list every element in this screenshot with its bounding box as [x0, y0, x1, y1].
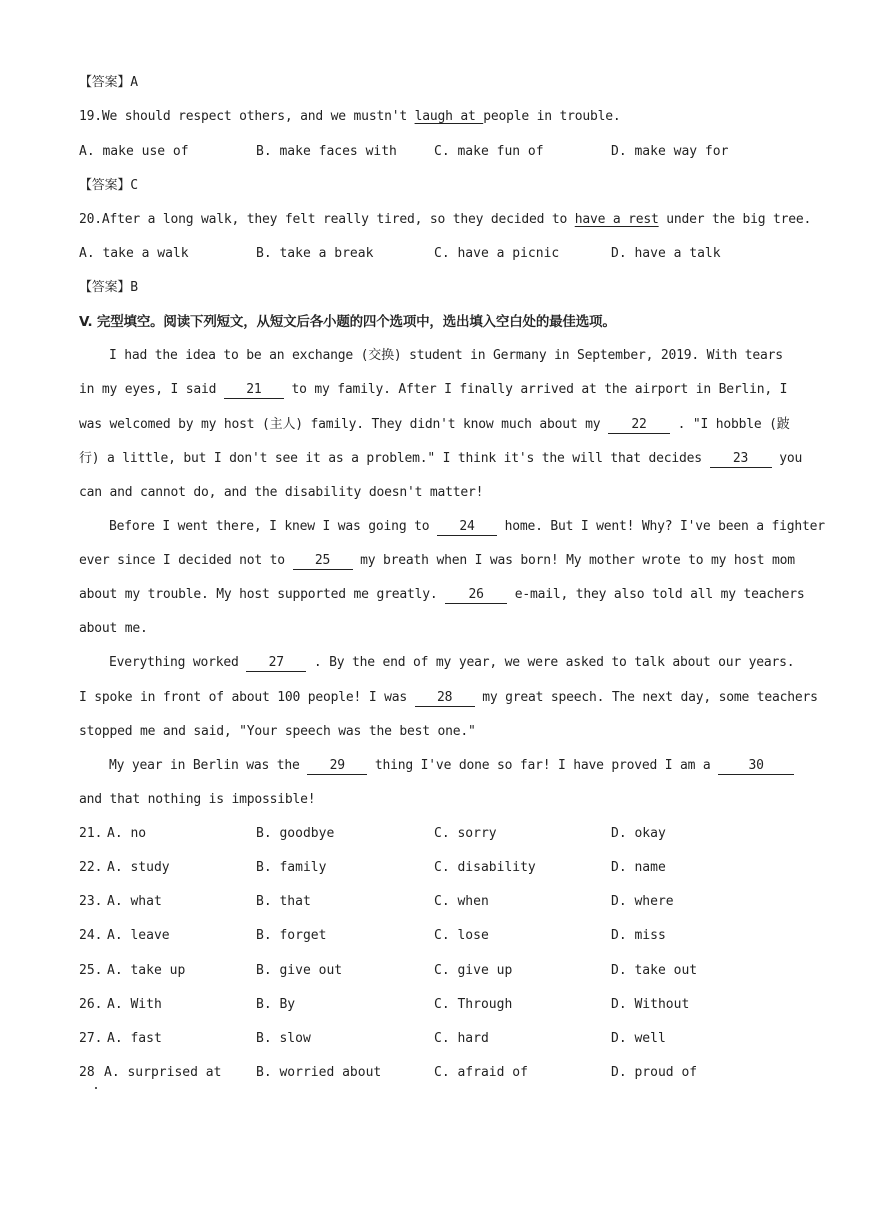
passage-line — [109, 757, 794, 775]
choice-d: D. okay — [611, 826, 666, 841]
passage-line — [109, 518, 825, 536]
q20-option-d: D. have a talk — [611, 246, 721, 261]
choice-b: B. give out — [256, 963, 343, 978]
passage-text: Before I went there, I knew I was going to — [109, 519, 437, 534]
passage-line — [79, 586, 805, 604]
blank-27: 27 — [246, 655, 306, 672]
choice-number: 25. — [79, 963, 103, 978]
passage-line — [79, 552, 795, 570]
passage-line: can and cannot do, and the disability doesn't matter! — [79, 485, 484, 500]
question-20-text-end: under the big tree. — [658, 212, 812, 227]
choice-d: D. proud of — [611, 1065, 698, 1080]
passage-text: to my family. After I finally arrived at the airport in Berlin, I — [283, 382, 788, 397]
passage-line: stopped me and said, "Your speech was the best one." — [79, 724, 476, 739]
passage-text: thing I've done so far! I have proved I am a — [367, 758, 719, 773]
q19-option-c: C. make fun of — [434, 144, 544, 159]
choice-a: A. take up — [107, 963, 186, 978]
question-20-underlined: have a rest — [574, 212, 659, 227]
choice-a: A. With — [107, 997, 162, 1012]
passage-line — [109, 654, 794, 672]
choice-c: C. hard — [434, 1031, 489, 1046]
choice-d: D. where — [611, 894, 674, 909]
passage-text: e-mail, they also told all my teachers — [507, 587, 805, 602]
choice-c: C. lose — [434, 928, 489, 943]
q19-option-d: D. make way for — [611, 144, 729, 159]
choice-c: C. give up — [434, 963, 513, 978]
passage-text: my breath when I was born! My mother wrote to my host mom — [352, 553, 795, 568]
choice-c: C. afraid of — [434, 1065, 528, 1080]
choice-number: 28 — [79, 1065, 95, 1080]
passage-line — [79, 416, 790, 434]
choice-a: A. surprised at — [104, 1065, 222, 1080]
answer-18: 【答案】A — [79, 75, 138, 90]
passage-line — [79, 381, 787, 399]
stray-dot-mark — [95, 1087, 97, 1089]
question-20 — [79, 211, 811, 229]
choice-b: B. By — [256, 997, 296, 1012]
passage-text: home. But I went! Why? I've been a fighter — [496, 519, 825, 534]
passage-text: in my eyes, I said — [79, 382, 224, 397]
passage-line: and that nothing is impossible! — [79, 792, 316, 807]
passage-line: I had the idea to be an exchange (交换) student in Germany in September, 2019. With tears — [109, 348, 783, 363]
q19-option-b: B. make faces with — [256, 144, 397, 159]
question-19-underlined: laugh at — [414, 109, 484, 124]
q20-option-c: C. have a picnic — [434, 246, 560, 261]
passage-text: my great speech. The next day, some teachers — [474, 690, 818, 705]
q19-option-a: A. make use of — [79, 144, 189, 159]
choice-b: B. slow — [256, 1031, 311, 1046]
blank-29: 29 — [307, 758, 367, 775]
choice-number: 26. — [79, 997, 103, 1012]
choice-a: A. study — [107, 860, 170, 875]
passage-line: about me. — [79, 621, 148, 636]
choice-number: 27. — [79, 1031, 103, 1046]
blank-22: 22 — [608, 417, 670, 434]
choice-d: D. Without — [611, 997, 690, 1012]
choice-d: D. take out — [611, 963, 698, 978]
choice-b: B. forget — [256, 928, 327, 943]
question-19-text-end: people in trouble. — [483, 109, 621, 124]
passage-text: you — [771, 451, 803, 466]
passage-line — [79, 450, 802, 468]
passage-text: . By the end of my year, we were asked to talk about our years. — [306, 655, 795, 670]
blank-25: 25 — [293, 553, 353, 570]
passage-text: I spoke in front of about 100 people! I was — [79, 690, 415, 705]
blank-28: 28 — [415, 690, 475, 707]
q20-option-b: B. take a break — [256, 246, 374, 261]
choice-a: A. fast — [107, 1031, 162, 1046]
passage-text: was welcomed by my host (主人) family. They didn't know much about my — [79, 417, 608, 432]
choice-d: D. well — [611, 1031, 666, 1046]
choice-c: C. when — [434, 894, 489, 909]
choice-b: B. family — [256, 860, 327, 875]
passage-text: Everything worked — [109, 655, 247, 670]
blank-23: 23 — [710, 451, 772, 468]
blank-30: 30 — [718, 758, 794, 775]
passage-text: . "I hobble (跛 — [669, 417, 790, 432]
choice-d: D. miss — [611, 928, 666, 943]
choice-b: B. goodbye — [256, 826, 335, 841]
choice-a: A. what — [107, 894, 162, 909]
passage-text: 行) a little, but I don't see it as a problem." I think it's the will that decides — [79, 451, 710, 466]
question-19-text: 19.We should respect others, and we mustn't — [79, 109, 415, 124]
choice-b: B. that — [256, 894, 311, 909]
choice-c: C. disability — [434, 860, 536, 875]
choice-a: A. no — [107, 826, 147, 841]
passage-text: ever since I decided not to — [79, 553, 293, 568]
choice-b: B. worried about — [256, 1065, 382, 1080]
choice-c: C. sorry — [434, 826, 497, 841]
choice-number: 22. — [79, 860, 103, 875]
section-heading: V. 完型填空。阅读下列短文，从短文后各小题的四个选项中，选出填入空白处的最佳选项。 — [79, 314, 616, 330]
choice-number: 21. — [79, 826, 103, 841]
choice-number: 24. — [79, 928, 103, 943]
choice-d: D. name — [611, 860, 666, 875]
passage-text: My year in Berlin was the — [109, 758, 308, 773]
answer-19: 【答案】C — [79, 178, 138, 193]
choice-a: A. leave — [107, 928, 170, 943]
answer-20: 【答案】B — [79, 280, 138, 295]
blank-26: 26 — [445, 587, 507, 604]
passage-text: about my trouble. My host supported me greatly. — [79, 587, 446, 602]
choice-c: C. Through — [434, 997, 513, 1012]
blank-24: 24 — [437, 519, 497, 536]
question-19 — [79, 108, 621, 126]
q20-option-a: A. take a walk — [79, 246, 189, 261]
blank-21: 21 — [224, 382, 284, 399]
question-20-text: 20.After a long walk, they felt really tired, so they decided to — [79, 212, 575, 227]
passage-line — [79, 689, 818, 707]
choice-number: 23. — [79, 894, 103, 909]
